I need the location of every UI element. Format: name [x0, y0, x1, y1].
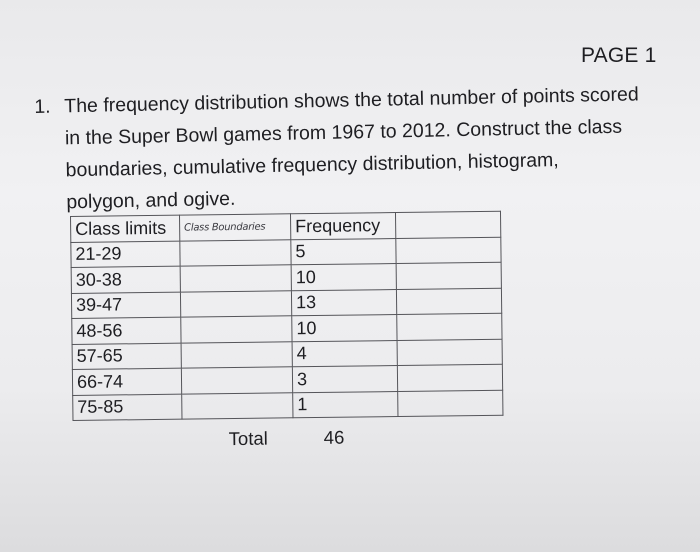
page-number: PAGE 1	[581, 44, 657, 67]
problem-text-line: in the Super Bowl games from 1967 to 2012. Construct the class	[64, 115, 623, 150]
cell-class-boundary	[180, 265, 291, 292]
header-empty	[395, 211, 500, 238]
cell-empty	[397, 364, 502, 391]
total-label: Total	[228, 427, 268, 450]
cell-class-limit: 48-56	[72, 317, 181, 344]
cell-class-limit: 66-74	[72, 368, 181, 395]
cell-frequency: 10	[292, 315, 397, 342]
problem-statement	[34, 79, 664, 214]
table-row	[73, 390, 503, 421]
frequency-table	[70, 211, 503, 421]
cell-class-boundary	[181, 316, 292, 343]
cell-empty	[397, 339, 502, 366]
problem-text-line: polygon, and ogive.	[66, 187, 236, 214]
cell-class-limit: 57-65	[72, 343, 181, 370]
cell-class-limit: 75-85	[73, 394, 182, 421]
cell-class-boundary	[180, 290, 291, 317]
frequency-table-wrapper	[70, 211, 503, 450]
cell-frequency: 5	[291, 238, 396, 265]
total-row	[73, 425, 473, 458]
cell-empty	[396, 288, 501, 315]
cell-frequency: 13	[291, 289, 396, 316]
cell-empty	[396, 262, 501, 289]
cell-class-limit: 30-38	[71, 266, 180, 293]
header-class-boundaries-handwritten: Class Boundaries	[179, 214, 290, 241]
cell-frequency: 10	[291, 264, 396, 291]
cell-class-limit: 39-47	[71, 292, 180, 319]
header-frequency: Frequency	[290, 213, 395, 240]
cell-class-boundary	[181, 341, 292, 368]
cell-frequency: 4	[292, 340, 397, 367]
cell-class-boundary	[181, 367, 292, 394]
cell-frequency: 3	[292, 366, 397, 393]
cell-empty	[396, 237, 501, 264]
cell-empty	[398, 390, 503, 417]
header-class-limits: Class limits	[71, 215, 180, 242]
cell-empty	[397, 313, 502, 340]
cell-frequency: 1	[293, 391, 398, 418]
problem-text-line: The frequency distribution shows the total number of points scored	[64, 83, 639, 118]
problem-number: 1.	[34, 95, 51, 118]
cell-class-boundary	[180, 239, 291, 266]
problem-text-line: boundaries, cumulative frequency distribution, histogram,	[65, 149, 559, 182]
cell-class-limit: 21-29	[71, 241, 180, 268]
cell-class-boundary	[182, 392, 293, 419]
total-value: 46	[323, 426, 345, 448]
